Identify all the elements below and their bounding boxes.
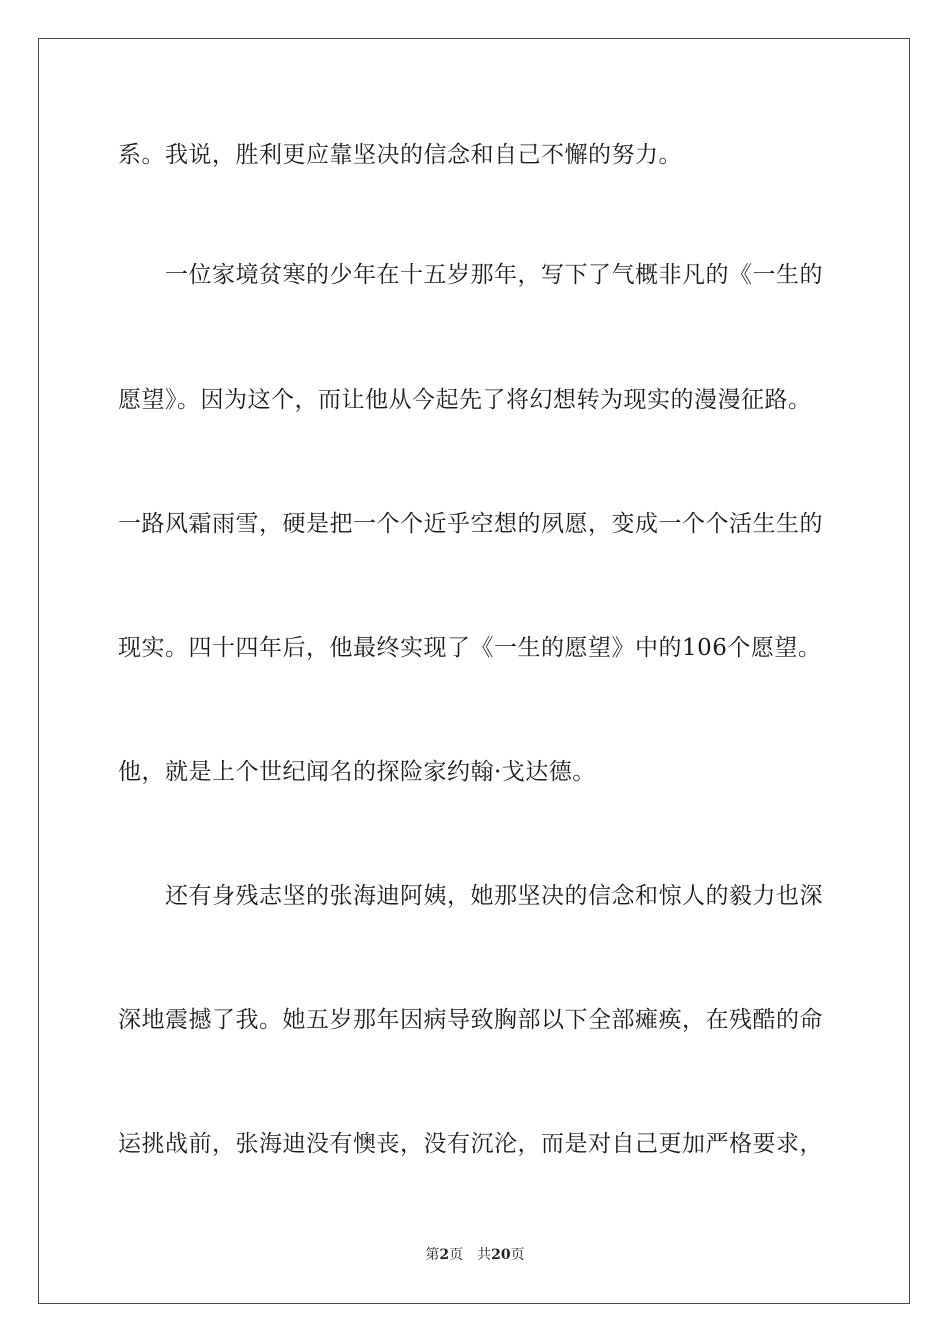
page-prefix: 第 (425, 1247, 440, 1263)
page-number: 2 (439, 1247, 450, 1263)
body-line-2: 一位家境贫寒的少年在十五岁那年，写下了气概非凡的《一生的 (118, 262, 823, 288)
body-line-5: 现实。四十四年后，他最终实现了《一生的愿望》中的106个愿望。 (118, 635, 822, 661)
page-suffix: 页 (449, 1247, 464, 1263)
body-line-4: 一路风霜雨雪，硬是把一个个近乎空想的夙愿，变成一个个活生生的 (118, 511, 823, 537)
body-line-3: 愿望》。因为这个，而让他从今起先了将幻想转为现实的漫漫征路。 (118, 387, 812, 413)
total-pages: 20 (491, 1247, 511, 1263)
body-line-8: 深地震撼了我。她五岁那年因病导致胸部以下全部瘫痪，在残酷的命 (118, 1007, 823, 1033)
body-line-6: 他，就是上个世纪闻名的探险家约翰·戈达德。 (118, 759, 596, 785)
page-border (38, 38, 910, 1304)
body-line-7: 还有身残志坚的张海迪阿姨，她那坚决的信念和惊人的毅力也深 (118, 883, 823, 909)
total-prefix: 共 (477, 1247, 492, 1263)
total-suffix: 页 (510, 1247, 525, 1263)
body-line-1: 系。我说，胜利更应靠坚决的信念和自己不懈的努力。 (118, 142, 682, 168)
page-footer (0, 1246, 950, 1264)
body-line-9: 运挑战前，张海迪没有懊丧，没有沉沦，而是对自己更加严格要求， (118, 1131, 823, 1157)
